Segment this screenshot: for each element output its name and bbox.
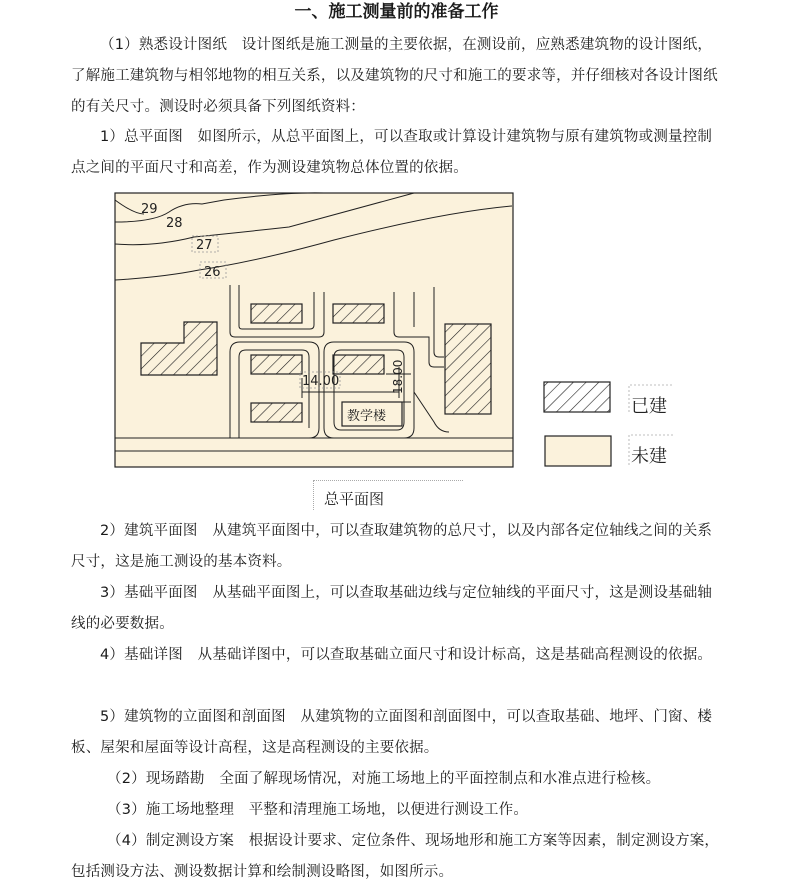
legend-existing-label: 已建 — [631, 396, 667, 417]
paragraph-3: 2）建筑平面图 从建筑平面图中，可以查取建筑物的总尺寸，以及内部各定位轴线之间的关系尺寸，这是施工测设的基本资料。 — [71, 523, 713, 570]
paragraph-2: 1）总平面图 如图所示，从总平面图上，可以查取或计算设计建筑物与原有建筑物或测量控制点之间的平面尺寸和高差，作为测设建筑物总体位置的依据。 — [71, 129, 713, 176]
site-plan-figure — [114, 192, 694, 486]
building-label: 教学楼 — [347, 409, 387, 424]
contour-label-28: 28 — [166, 216, 183, 231]
figure-caption: 总平面图 — [313, 480, 463, 510]
legend-planned-label: 未建 — [631, 446, 667, 467]
existing-building — [251, 304, 302, 323]
paragraph-1: （1）熟悉设计图纸 设计图纸是施工测量的主要依据，在测设前，应熟悉建筑物的设计图纸，了解施工建筑物与相邻地物的相互关系，以及建筑物的尺寸和施工的要求等，并仔细核对各设计图纸的有关尺寸。测设时必须具备下列图纸资料： — [71, 37, 718, 115]
section-title: 一、施工测量前的准备工作 — [294, 2, 499, 22]
existing-building-tall — [445, 324, 491, 414]
existing-building — [333, 355, 384, 374]
site-plan-drawing — [114, 192, 694, 482]
paragraph-5: 4）基础详图 从基础详图中，可以查取基础立面尺寸和设计标高，这是基础高程测设的依据。 — [100, 647, 713, 663]
contour-label-26: 26 — [204, 265, 221, 280]
existing-building — [333, 304, 384, 323]
dimension-width-label: 14.00 — [302, 374, 340, 389]
existing-building — [251, 355, 302, 374]
contour-label-27: 27 — [196, 238, 213, 253]
paragraph-6: 5）建筑物的立面图和剖面图 从建筑物的立面图和剖面图中，可以查取基础、地坪、门窗、楼板、屋架和屋面等设计高程，这是高程测设的主要依据。 — [71, 709, 713, 756]
paragraph-8: （3）施工场地整理 平整和清理施工场地，以便进行测设工作。 — [107, 802, 529, 818]
paragraph-7: （2）现场踏勘 全面了解现场情况，对施工场地上的平面控制点和水准点进行检核。 — [107, 771, 661, 787]
contour-label-29: 29 — [141, 202, 158, 217]
legend-planned-swatch — [545, 436, 611, 466]
existing-building — [251, 403, 302, 422]
paragraph-9: （4）制定测设方案 根据设计要求、定位条件、现场地形和施工方案等因素，制定测设方案，包括测设方法、测设数据计算和绘制测设略图，如图所示。 — [71, 833, 720, 880]
dimension-height-label: 18.00 — [391, 359, 405, 394]
legend-existing-swatch — [544, 382, 610, 412]
paragraph-4: 3）基础平面图 从基础平面图上，可以查取基础边线与定位轴线的平面尺寸，这是测设基础轴线的必要数据。 — [71, 585, 713, 632]
